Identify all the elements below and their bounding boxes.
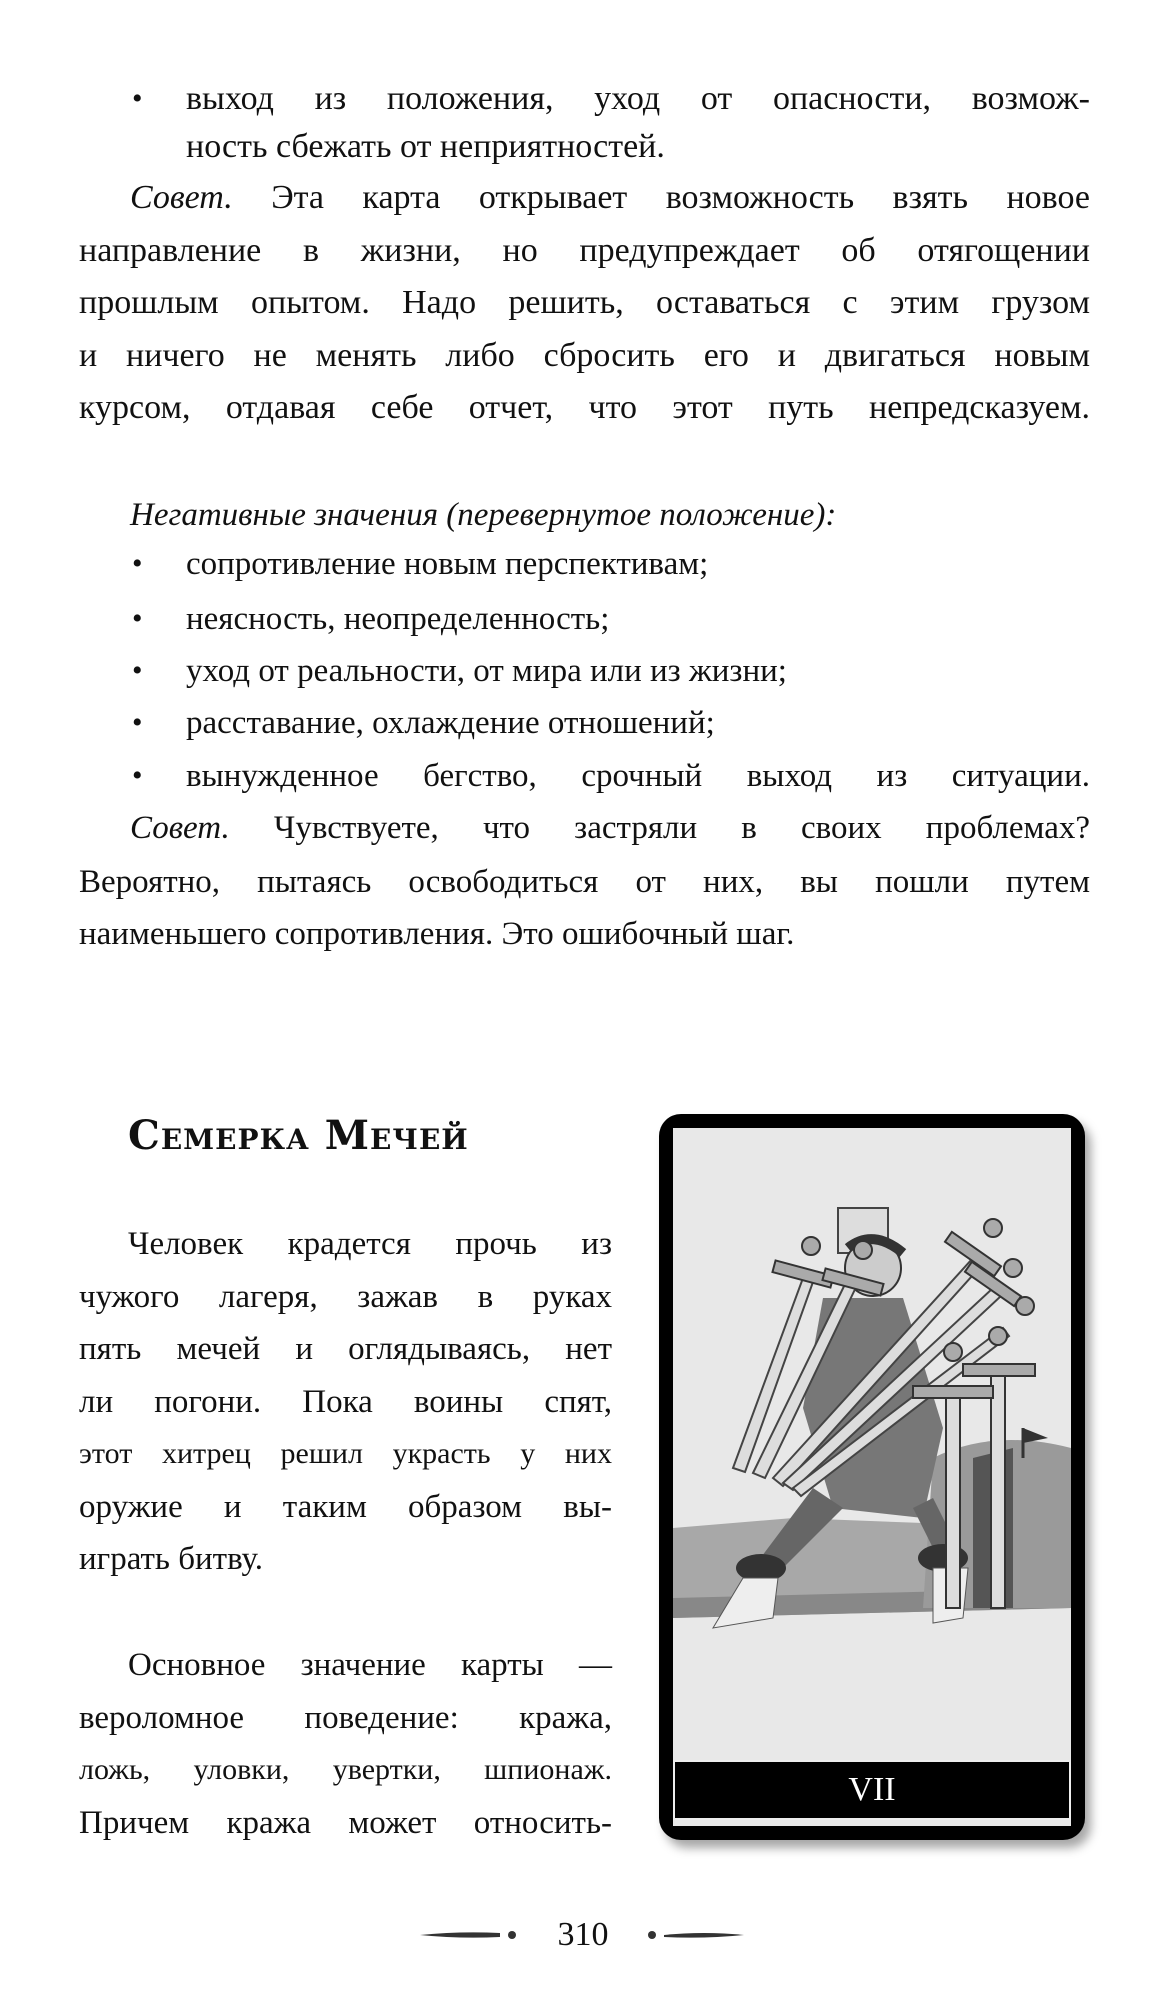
- bullet-dot: •: [132, 654, 143, 687]
- paragraph-line: ли погони. Пока воины спят,: [79, 1384, 612, 1420]
- tarot-card-image: [659, 1114, 1085, 1840]
- page-number: 310: [557, 1916, 609, 1953]
- bullet-dot: •: [132, 602, 143, 635]
- advice-paragraph: [130, 802, 1090, 854]
- bullet-dot: •: [132, 759, 143, 792]
- bullet-text: выход из положения, уход от опасности, возмож-: [186, 80, 1090, 117]
- advice-text: направление в жизни, но предупреждает об отягощении: [79, 232, 1090, 269]
- paragraph-line: чужого лагеря, зажав в руках: [79, 1279, 612, 1315]
- paragraph-line: играть битву.: [79, 1541, 263, 1577]
- advice-label: Совет.: [130, 810, 230, 846]
- bullet-text: ность сбежать от неприятностей.: [186, 128, 665, 165]
- advice-text: Вероятно, пытаясь освободиться от них, вы пошли путем: [79, 864, 1090, 900]
- advice-label: Совет.: [130, 179, 233, 216]
- seven-of-swords-illustration: [673, 1128, 1071, 1748]
- advice-text: Эта карта открывает возможность взять новое: [232, 179, 1090, 216]
- advice-text: курсом, отдавая себе отчет, что этот путь непредсказуем.: [79, 389, 1090, 426]
- negative-item: неясность, неопределенность;: [186, 601, 610, 637]
- right-ornament-icon: [644, 1925, 744, 1945]
- advice-text: прошлым опытом. Надо решить, оставаться с этим грузом: [79, 284, 1090, 321]
- paragraph-line: ложь, уловки, увертки, шпионаж.: [79, 1753, 612, 1786]
- paragraph-line: этот хитрец решил украсть у них: [79, 1437, 612, 1470]
- paragraph-line: Основное значение карты —: [128, 1647, 612, 1683]
- negative-item: вынужденное бегство, срочный выход из ситуации.: [186, 758, 1090, 794]
- negative-item: уход от реальности, от мира или из жизни;: [186, 653, 787, 689]
- bullet-dot: •: [132, 706, 143, 739]
- left-ornament-icon: [420, 1925, 520, 1945]
- negative-item: расставание, охлаждение отношений;: [186, 705, 715, 741]
- paragraph-line: оружие и таким образом вы-: [79, 1489, 612, 1525]
- paragraph-line: Причем кража может относить-: [79, 1805, 612, 1841]
- bullet-dot: •: [132, 547, 143, 580]
- negative-item: сопротивление новым перспективам;: [186, 546, 709, 582]
- paragraph-line: пять мечей и оглядываясь, нет: [79, 1331, 612, 1367]
- page-footer: [0, 1910, 1162, 1960]
- negative-title: Негативные значения (перевернутое положение):: [130, 497, 837, 533]
- paragraph-line: Человек крадется прочь из: [128, 1226, 612, 1262]
- paragraph-line: вероломное поведение: кража,: [79, 1700, 612, 1736]
- advice-paragraph: [130, 172, 1090, 224]
- bullet-dot: •: [132, 82, 143, 115]
- section-title: Семерка Мечей: [128, 1112, 469, 1159]
- card-number-label: VII: [673, 1760, 1071, 1820]
- advice-text: Чувствуете, что застряли в своих проблемах?: [229, 810, 1090, 846]
- advice-text: наименьшего сопротивления. Это ошибочный шаг.: [79, 916, 795, 952]
- advice-text: и ничего не менять либо сбросить его и двигаться новым: [79, 337, 1090, 374]
